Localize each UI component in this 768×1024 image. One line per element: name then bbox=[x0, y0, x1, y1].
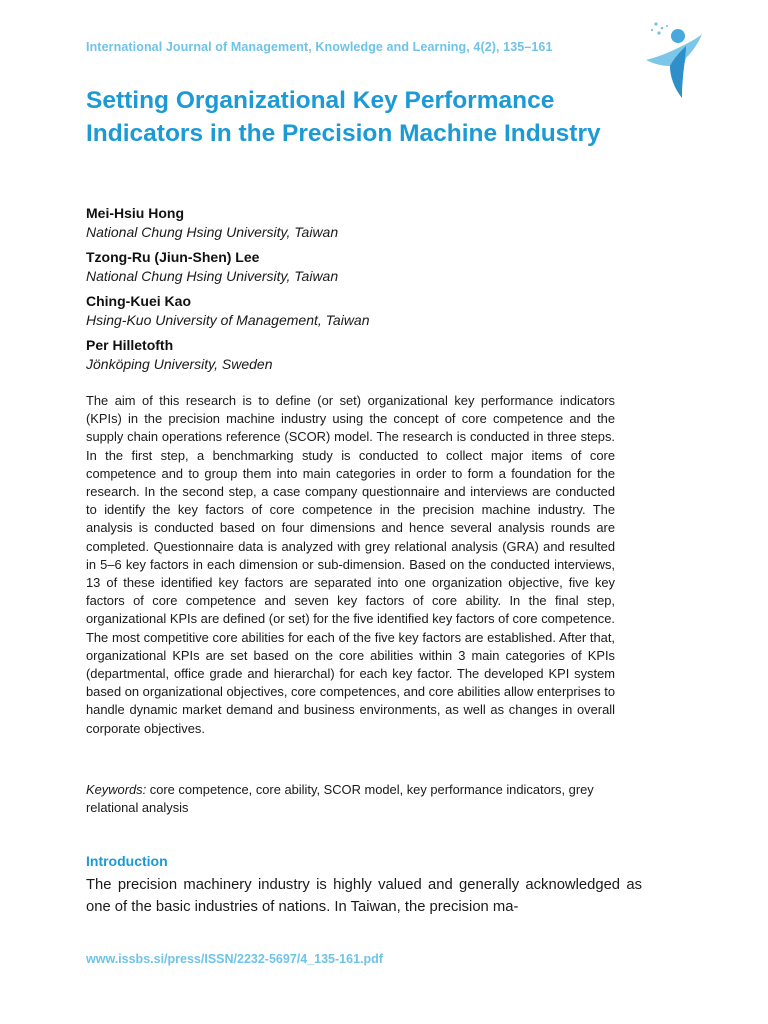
keywords bbox=[86, 781, 615, 817]
author-affiliation: Jönköping University, Sweden bbox=[86, 356, 273, 372]
keywords-label: Keywords: bbox=[86, 782, 147, 797]
introduction-text: The precision machinery industry is highly valued and generally acknowledged as one of the basic industries of nations. In Taiwan, the precision ma- bbox=[86, 877, 642, 915]
abstract-text: The aim of this research is to define (or set) organizational key performance indicators (KPIs) in the precision machine industry using the concept of core competence and the supply chain operations reference (SCOR) model. The research is conducted in three steps. In the first step, a benchmarking study is conducted to collect major items of core competence and to group them into main categories in order to form a foundation for the research. In the second step, a case company questionnaire and interviews are conducted to identify the key factors of core competence in the precision machine industry. The analysis is conducted based on four dimensions and hence several analysis rounds are completed. Questionnaire data is analyzed with grey relational analysis (GRA) and resulted in 5–6 key factors in each dimension or sub-dimension. Based on the conducted interviews, 13 of these identified key factors are separated into one organization objective, five key factors of core competence and seven key factors of core ability. In the final step, organizational KPIs are defined (or set) for the five identified key factors of core competence. The most competitive core abilities for each of the five key factors are established. After that, organizational KPIs are set based on the core abilities within 3 main categories of KPIs (departmental, office grade and hierarchal) for each key factor. The developed KPI system based on organizational objectives, core competences, and core abilities allow enterprises to handle dynamic market demand and business environments, as well as changes in overall corporate objectives. bbox=[86, 393, 615, 736]
author-affiliation: Hsing-Kuo University of Management, Taiwan bbox=[86, 312, 370, 328]
author-entry bbox=[86, 292, 616, 330]
journal-logo-icon bbox=[640, 18, 704, 100]
author-affiliation: National Chung Hsing University, Taiwan bbox=[86, 268, 339, 284]
author-entry bbox=[86, 204, 616, 242]
author-name: Mei-Hsiu Hong bbox=[86, 205, 184, 221]
author-entry bbox=[86, 248, 616, 286]
author-name: Tzong-Ru (Jiun-Shen) Lee bbox=[86, 249, 260, 265]
journal-header: International Journal of Management, Knowledge and Learning, 4(2), 135–161 bbox=[86, 40, 553, 54]
section-heading-introduction: Introduction bbox=[86, 853, 168, 869]
author-name: Per Hilletofth bbox=[86, 337, 174, 353]
author-affiliation: National Chung Hsing University, Taiwan bbox=[86, 224, 339, 240]
keywords-text: core competence, core ability, SCOR model, key performance indicators, grey relational analysis bbox=[86, 782, 594, 816]
author-name: Ching-Kuei Kao bbox=[86, 293, 191, 309]
paper-title: Setting Organizational Key Performance Indicators in the Precision Machine Industry bbox=[86, 87, 601, 147]
author-list bbox=[86, 204, 616, 380]
author-entry bbox=[86, 336, 616, 374]
footer-url-link[interactable]: www.issbs.si/press/ISSN/2232-5697/4_135-161.pdf bbox=[86, 952, 383, 966]
